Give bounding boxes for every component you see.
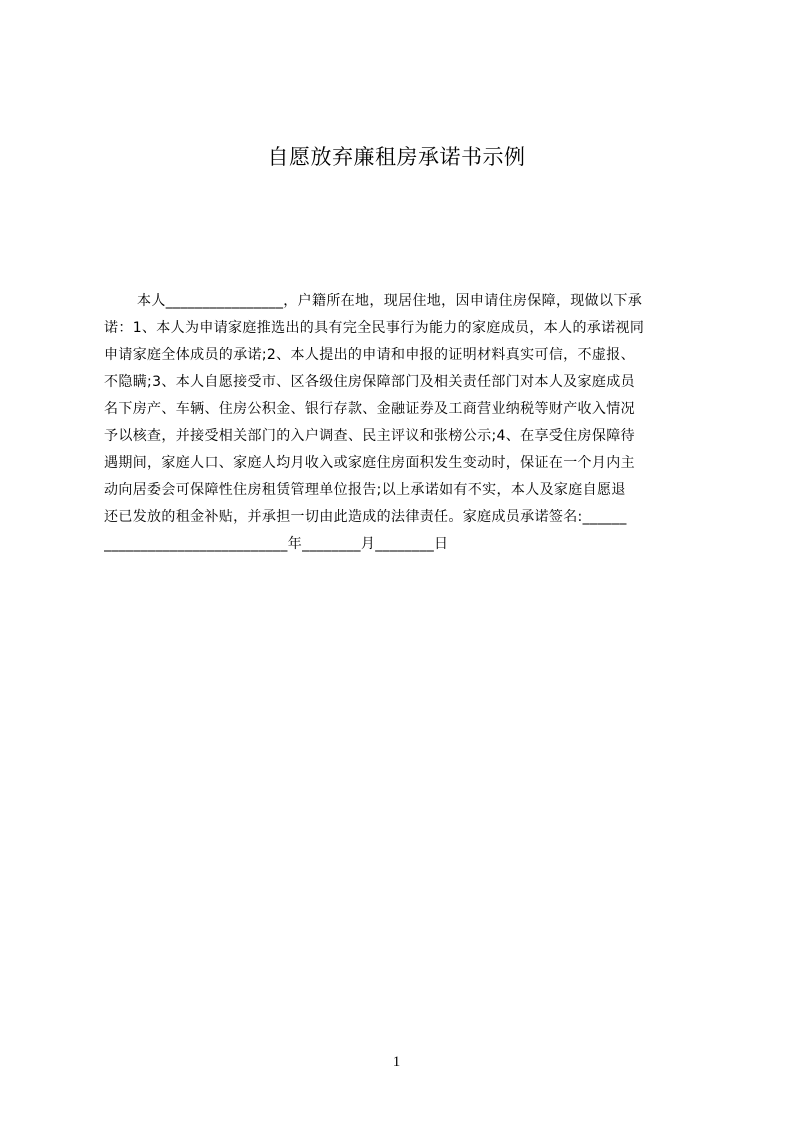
commitment-paragraph: [104, 288, 698, 563]
paragraph-line: 予以核查，并接受相关部门的入户调查、民主评议和张榜公示;4、在享受住房保障待: [104, 428, 635, 444]
paragraph-line: 名下房产、车辆、住房公积金、银行存款、金融证券及工商营业纳税等财产收入情况: [104, 401, 635, 417]
paragraph-line: 动向居委会可保障性住房租赁管理单位报告;以上承诺如有不实，本人及家庭自愿退: [104, 482, 626, 498]
paragraph-line: 本人________________，户籍所在地，现居住地，因申请住房保障，现做以下承: [137, 293, 643, 309]
signature-date-line: _________________________年________月________日: [104, 536, 449, 552]
page-number: 1: [392, 1054, 401, 1070]
paragraph-line: 还已发放的租金补贴，并承担一切由此造成的法律责任。家庭成员承诺签名:______: [104, 509, 627, 525]
paragraph-line: 遇期间，家庭人口、家庭人均月收入或家庭住房面积发生变动时，保证在一个月内主: [104, 455, 635, 471]
document-title: 自愿放弃廉租房承诺书示例: [267, 145, 526, 169]
paragraph-line: 不隐瞒;3、本人自愿接受市、区各级住房保障部门及相关责任部门对本人及家庭成员: [104, 374, 635, 390]
paragraph-line: 申请家庭全体成员的承诺;2、本人提出的申请和申报的证明材料真实可信，不虚报、: [104, 347, 635, 363]
paragraph-line: 诺：1、本人为申请家庭推选出的具有完全民事行为能力的家庭成员，本人的承诺视同: [104, 320, 645, 336]
